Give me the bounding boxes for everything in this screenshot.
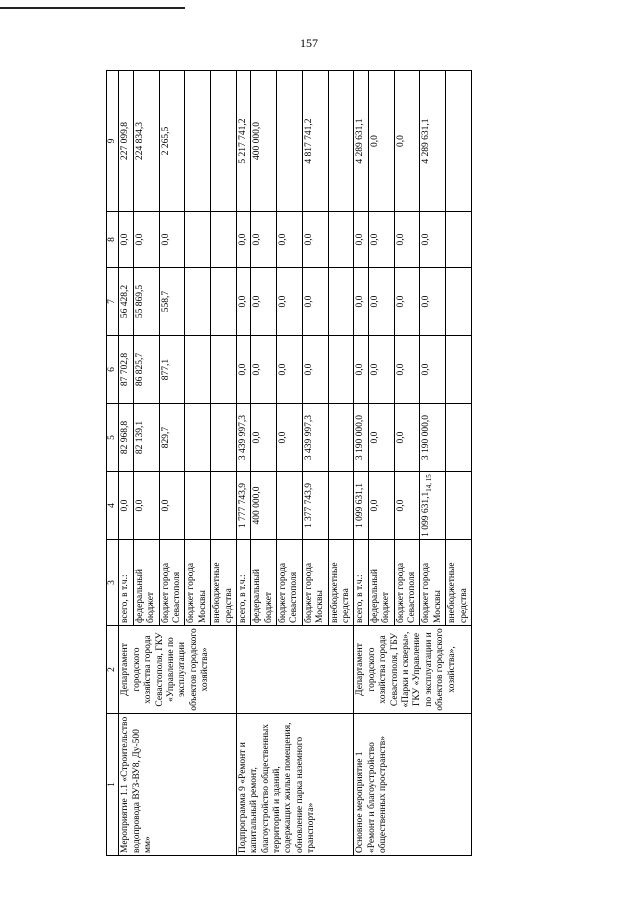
value-cell: 0,0	[236, 268, 250, 336]
source-cell: федеральный бюджет	[133, 540, 159, 626]
value-cell: 0,0	[368, 71, 394, 212]
value-cell: 0,0	[277, 336, 303, 404]
main-activity-name: Основное мероприятие 1 «Ремонт и благоустройство общественных пространств»	[354, 714, 472, 856]
source-cell: бюджет города Севастополя	[277, 540, 303, 626]
value-cell: 0,0	[394, 336, 420, 404]
value-cell: 3 439 997,3	[302, 404, 328, 472]
value-cell	[328, 212, 354, 268]
value-cell	[211, 336, 237, 404]
source-cell: внебюджетные средства	[211, 540, 237, 626]
value-cell	[185, 404, 211, 472]
value-cell	[446, 268, 472, 336]
value-cell	[328, 268, 354, 336]
value-cell: 0,0	[251, 336, 277, 404]
col-9-header: 9	[107, 71, 119, 212]
source-cell: всего, в т.ч.:	[119, 540, 133, 626]
value-cell	[277, 472, 303, 540]
table-row	[236, 71, 250, 856]
value-cell: 0,0	[251, 268, 277, 336]
value-cell: 82 139,1	[133, 404, 159, 472]
source-cell: внебюджетные средства	[446, 540, 472, 626]
value-cell: 0,0	[277, 404, 303, 472]
activity-name: Мероприятие 1.1 «Строительство водопровода ВУЗ-ВУ8, Ду-500 мм»	[119, 714, 237, 856]
value-cell: 87 702,8	[119, 336, 133, 404]
header-rule	[0, 7, 185, 9]
source-cell: федеральный бюджет	[368, 540, 394, 626]
value-cell	[185, 71, 211, 212]
value-cell: 3 190 000,0	[354, 404, 368, 472]
value-cell	[277, 71, 303, 212]
column-number-row	[107, 71, 119, 856]
value-cell	[328, 71, 354, 212]
subprogram-executor	[236, 626, 354, 714]
value-cell: 829,7	[159, 404, 185, 472]
value-cell	[446, 336, 472, 404]
main-activity-executor: Департамент городского хозяйства города Севастополя, ГБУ «Парки и скверы», ГКУ «Управление по эксплуатации и объектов городского хозяйства»,	[354, 626, 472, 714]
value-cell: 82 968,8	[119, 404, 133, 472]
footnote-ref: 14, 15	[425, 474, 434, 492]
col-6-header: 6	[107, 336, 119, 404]
value-cell	[185, 336, 211, 404]
value-cell: 0,0	[302, 268, 328, 336]
value-cell: 4 289 631,1	[420, 71, 446, 212]
value-cell	[328, 404, 354, 472]
value-cell: 0,0	[368, 268, 394, 336]
value-cell: 0,0	[119, 212, 133, 268]
col-2-header: 2	[107, 626, 119, 714]
value-cell: 56 428,2	[119, 268, 133, 336]
source-cell: бюджет города Москвы	[185, 540, 211, 626]
value-cell: 0,0	[277, 268, 303, 336]
source-cell: всего, в т.ч.:	[354, 540, 368, 626]
value-cell: 0,0	[251, 212, 277, 268]
value-cell: 0,0	[354, 268, 368, 336]
col-5-header: 5	[107, 404, 119, 472]
table-row	[119, 71, 133, 856]
value-cell: 0,0	[420, 212, 446, 268]
source-cell: бюджет города Москвы	[420, 540, 446, 626]
value-cell	[211, 71, 237, 212]
page-number: 157	[300, 36, 318, 50]
subprogram-name: Подпрограмма 9 «Ремонт и капитальный ремонт, благоустройство общественных территорий и зданий, содержащих жилые помещения, обновление парка наземного транспорта»	[236, 714, 354, 856]
value-cell	[211, 268, 237, 336]
value-cell: 4 289 631,1	[354, 71, 368, 212]
value-cell: 0,0	[133, 212, 159, 268]
value-cell: 5 217 741,2	[236, 71, 250, 212]
value-cell: 0,0	[159, 472, 185, 540]
value-cell	[211, 212, 237, 268]
value-cell: 0,0	[394, 212, 420, 268]
col-7-header: 7	[107, 268, 119, 336]
value-cell	[446, 212, 472, 268]
table-row	[354, 71, 368, 856]
col-4-header: 4	[107, 472, 119, 540]
value-cell	[420, 472, 446, 540]
value-cell: 0,0	[368, 336, 394, 404]
value-cell: 0,0	[368, 212, 394, 268]
value-cell	[211, 404, 237, 472]
budget-table	[106, 70, 472, 856]
rotated-table-wrapper	[106, 71, 518, 856]
activity-executor: Департамент городского хозяйства города Севастополя, ГКУ «Управление по эксплуатации объектов городского хозяйства»	[119, 626, 237, 714]
value-cell: 0,0	[133, 472, 159, 540]
value-cell	[328, 472, 354, 540]
value-cell: 0,0	[302, 336, 328, 404]
value-cell: 4 817 741,2	[302, 71, 328, 212]
value-cell: 558,7	[159, 268, 185, 336]
value-cell: 0,0	[354, 336, 368, 404]
value-cell: 55 869,5	[133, 268, 159, 336]
value-cell: 0,0	[394, 472, 420, 540]
value-cell: 0,0	[236, 336, 250, 404]
value-cell: 400 000,0	[251, 71, 277, 212]
value-cell: 0,0	[420, 336, 446, 404]
value-cell: 3 439 997,3	[236, 404, 250, 472]
value-cell: 400 000,0	[251, 472, 277, 540]
col-1-header: 1	[107, 714, 119, 856]
col-3-header: 3	[107, 540, 119, 626]
value-cell: 1 377 743,9	[302, 472, 328, 540]
value-cell	[446, 472, 472, 540]
source-cell: федеральный бюджет	[251, 540, 277, 626]
value-cell: 0,0	[394, 268, 420, 336]
source-cell: бюджет города Москвы	[302, 540, 328, 626]
value-cell	[328, 336, 354, 404]
col-8-header: 8	[107, 212, 119, 268]
value-cell: 224 834,3	[133, 71, 159, 212]
source-cell: внебюджетные средства	[328, 540, 354, 626]
value-cell: 86 825,7	[133, 336, 159, 404]
value-cell: 0,0	[236, 212, 250, 268]
value-cell: 0,0	[368, 404, 394, 472]
value-cell: 877,1	[159, 336, 185, 404]
value-cell: 2 265,5	[159, 71, 185, 212]
value-cell: 0,0	[277, 212, 303, 268]
value-cell: 1 777 743,9	[236, 472, 250, 540]
value-cell: 0,0	[302, 212, 328, 268]
value-cell: 0,0	[420, 268, 446, 336]
source-cell: всего, в т.ч.:	[236, 540, 250, 626]
value-text: 1 099 631,1	[421, 491, 432, 537]
value-cell	[185, 268, 211, 336]
source-cell: бюджет города Севастополя	[159, 540, 185, 626]
value-cell: 0,0	[159, 212, 185, 268]
source-cell: бюджет города Севастополя	[394, 540, 420, 626]
value-cell: 0,0	[354, 212, 368, 268]
value-cell: 3 190 000,0	[420, 404, 446, 472]
value-cell: 0,0	[251, 404, 277, 472]
value-cell: 0,0	[119, 472, 133, 540]
value-cell	[185, 472, 211, 540]
value-cell	[185, 212, 211, 268]
value-cell: 0,0	[368, 472, 394, 540]
value-cell	[446, 71, 472, 212]
value-cell	[446, 404, 472, 472]
value-cell: 0,0	[394, 404, 420, 472]
value-cell: 1 099 631,1	[354, 472, 368, 540]
value-cell: 0,0	[394, 71, 420, 212]
value-cell	[211, 472, 237, 540]
value-cell: 227 099,8	[119, 71, 133, 212]
